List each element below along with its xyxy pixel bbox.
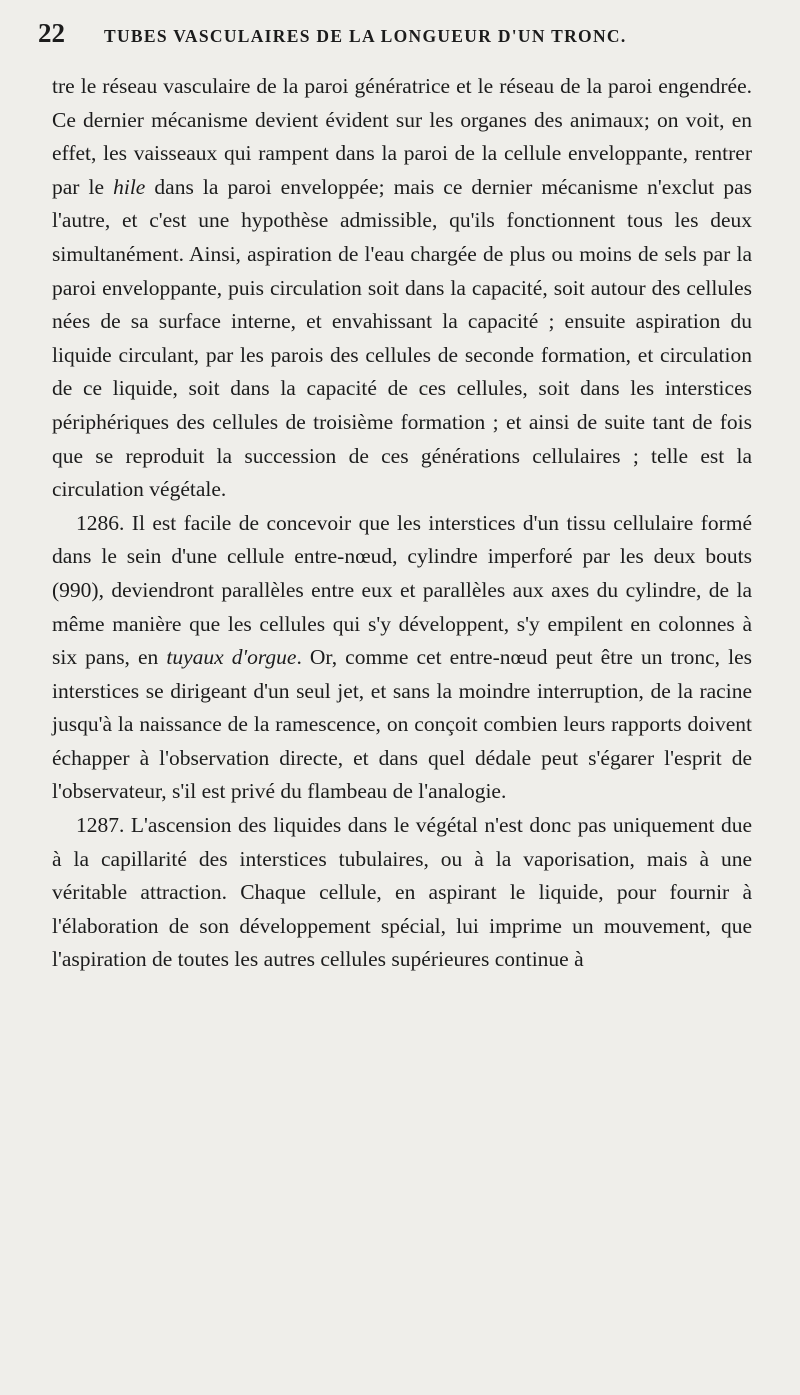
text-segment: Il est facile de concevoir que les interstices d'un tissu cellulaire formé dans le sein d'une cellule entre-nœud, cylindre imperforé par les deux bouts (990), deviendront parallèles entre eux et parallèles aux axes du cylindre, de la même manière que les cellules qui s'y développent, s'y empilent en colonnes à six pans, en	[52, 510, 752, 670]
text-segment: L'ascension des liquides dans le végétal n'est donc pas uniquement due à la capillarité des interstices tubulaires, ou à la vaporisation, mais à une véritable attraction. Chaque cellule, en aspirant le liquide, pour fournir à l'élaboration de son développement spécial, lui imprime un mouvement, que l'aspiration de toutes les autres cellules supérieures continue à	[52, 813, 752, 972]
italic-term: hile	[113, 174, 146, 199]
paragraph-1286	[52, 507, 752, 809]
paragraph-number: 1287.	[76, 813, 125, 838]
text-segment: . Or, comme cet entre-nœud peut être un tronc, les interstices se dirigeant d'un seul jet, et sans la moindre interruption, de la racine jusqu'à la naissance de la ramescence, on conçoit combien leurs rapports doivent échapper à l'observation directe, et dans quel dédale peut s'égarer l'esprit de l'observateur, s'il est privé du flambeau de l'analogie.	[52, 645, 752, 804]
text-segment: dans la paroi enveloppée; mais ce dernier mécanisme n'exclut pas l'autre, et c'est une hypothèse admissible, qu'ils fonctionnent tous les deux simultanément. Ainsi, aspiration de l'eau chargée de plus ou moins de sels par la paroi enveloppante, puis circulation soit dans la capacité, soit autour des cellules nées de sa surface interne, et envahissant la capacité ; ensuite aspiration du liquide circulant, par les parois des cellules de seconde formation, et circulation de ce liquide, soit dans la capacité de ces cellules, soit dans les interstices périphériques des cellules de troisième formation ; et ainsi de suite tant de fois que se reproduit la succession de ces générations cellulaires ; telle est la circulation végétale.	[52, 174, 752, 502]
paragraph-continued	[52, 70, 752, 507]
running-head	[38, 18, 752, 58]
running-title: TUBES VASCULAIRES DE LA LONGUEUR D'UN TRONC.	[104, 26, 627, 46]
text-segment: tre le réseau vasculaire de la paroi génératrice et le réseau de la paroi engendrée. Ce dernier mécanisme devient évident sur les organes des animaux; on voit, en effet, les vaisseaux qui rampent dans la paroi de la cellule enveloppante, rentrer par le	[52, 74, 752, 199]
paragraph-number: 1286.	[76, 510, 125, 535]
body-text	[52, 70, 752, 977]
italic-term: tuyaux d'orgue	[166, 645, 297, 670]
page-number: 22	[38, 18, 65, 48]
paragraph-1287	[52, 809, 752, 977]
